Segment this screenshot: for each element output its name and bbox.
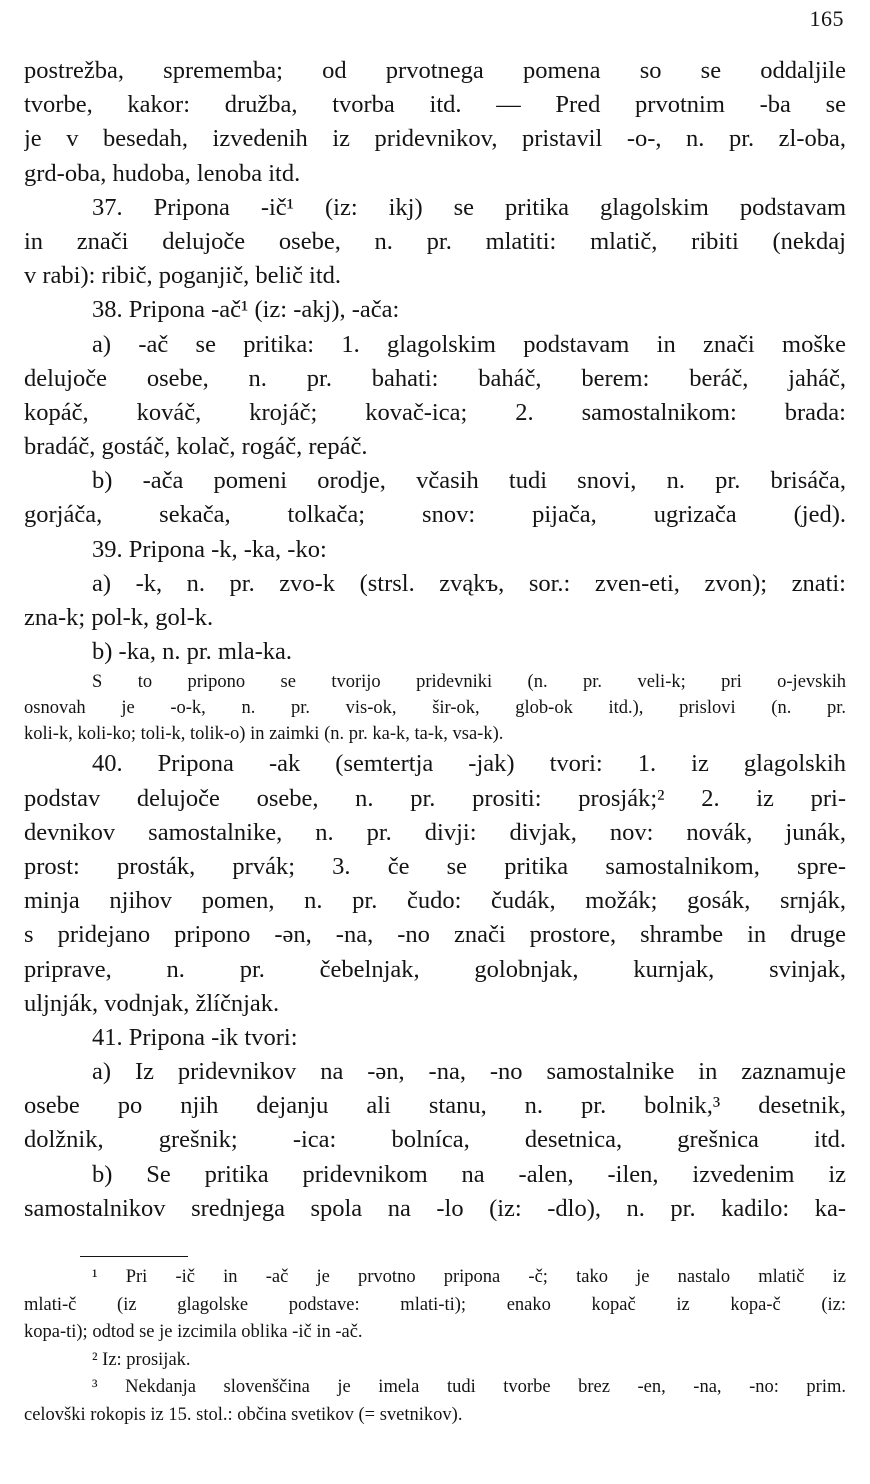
section-heading-37: 37. Pripona -ič¹ (iz: ikj) se pritika glagolskim podstavam (92, 193, 846, 221)
footnotes (24, 1264, 846, 1429)
section-heading-39: 39. Pripona -k, -ka, -ko: (92, 535, 327, 563)
text-line: postrežba, sprememba; od prvotnega pomena so se oddaljile (24, 57, 846, 84)
text-line: prost: prosták, prvák; 3. če se pritika samostalnikom, spre- (24, 852, 846, 880)
footnote-divider (80, 1256, 188, 1257)
text-line: podstav delujoče osebe, n. pr. prositi: prosják;² 2. iz pri- (24, 784, 846, 812)
text-line: devnikov samostalnike, n. pr. divji: divjak, nov: novák, junák, (24, 818, 846, 846)
small-text-line: osnovah je -o-k, n. pr. vis-ok, šir-ok, glob-ok itd.), prislovi (n. pr. (24, 698, 846, 719)
footnote-line: kopa-ti); odtod se je izcimila oblika -ič in -ač. (24, 1322, 363, 1342)
text-line: bradáč, gostáč, kolač, rogáč, repáč. (24, 433, 368, 461)
text-line: a) -ač se pritika: 1. glagolskim podstavam in znači moške (92, 330, 846, 358)
footnote-3: ³ Nekdanja slovenščina je imela tudi tvorbe brez -en, -na, -no: prim. (92, 1377, 846, 1397)
text-line: a) Iz pridevnikov na -ən, -na, -no samostalnike in zaznamuje (92, 1058, 846, 1086)
text-line: grd-oba, hudoba, lenoba itd. (24, 159, 301, 187)
text-line: s pridejano pripono -ən, -na, -no znači prostore, shrambe in druge (24, 921, 846, 949)
text-line: osebe po njih dejanju ali stanu, n. pr. bolnik,³ desetnik, (24, 1092, 846, 1120)
text-line: delujoče osebe, n. pr. bahati: baháč, berem: beráč, jaháč, (24, 364, 846, 392)
small-text-line: koli-k, koli-ko; toli-k, tolik-o) in zaimki (n. pr. ka-k, ta-k, vsa-k). (24, 724, 504, 745)
text-line: priprave, n. pr. čebelnjak, golobnjak, kurnjak, svinjak, (24, 955, 846, 983)
section-heading-38: 38. Pripona -ač¹ (iz: -akj), -ača: (92, 296, 400, 324)
text-line: uljnják, vodnjak, žlíčnjak. (24, 989, 280, 1017)
page-number: 165 (809, 6, 844, 31)
text-line: kopáč, kováč, krojáč; kovač-ica; 2. samostalnikom: brada: (24, 398, 846, 426)
text-line: b) Se pritika pridevnikom na -alen, -ilen, izvedenim iz (92, 1160, 846, 1188)
text-line: gorjáča, sekača, tolkača; snov: pijača, ugrizača (jed). (24, 501, 846, 529)
text-line: v rabi): ribič, poganjič, belič itd. (24, 262, 342, 290)
text-line: a) -k, n. pr. zvo-k (strsl. zvąkъ, sor.: zven-eti, zvon); znati: (92, 569, 846, 597)
text-line: samostalnikov srednjega spola na -lo (iz: -dlo), n. pr. kadilo: ka- (24, 1194, 846, 1222)
section-heading-41: 41. Pripona -ik tvori: (92, 1023, 298, 1051)
text-line: b) -ka, n. pr. mla-ka. (92, 638, 293, 666)
text-line: in znači delujoče osebe, n. pr. mlatiti: mlatič, ribiti (nekdaj (24, 227, 846, 255)
text-line: b) -ača pomeni orodje, včasih tudi snovi, n. pr. brisáča, (92, 467, 846, 495)
text-line: je v besedah, izvedenih iz pridevnikov, pristavil -o-, n. pr. zl-oba, (24, 125, 846, 153)
text-line: zna-k; pol-k, gol-k. (24, 604, 214, 631)
footnote-1: ¹ Pri -ič in -ač je prvotno pripona -č; tako je nastalo mlatič iz (92, 1267, 846, 1287)
small-print-note (24, 669, 846, 747)
text-line: tvorbe, kakor: družba, tvorba itd. — Pred prvotnim -ba se (24, 91, 846, 119)
footnote-2: ² Iz: prosijak. (92, 1349, 191, 1370)
section-heading-40: 40. Pripona -ak (semtertja -jak) tvori: 1. iz glagolskih (92, 750, 846, 778)
footnote-line: celovški rokopis iz 15. stol.: občina svetikov (= svetnikov). (24, 1404, 463, 1425)
text-line: minja njihov pomen, n. pr. čudo: čudák, možák; gosák, srnják, (24, 887, 846, 915)
main-text (24, 54, 846, 1226)
small-text-line: S to pripono se tvorijo pridevniki (n. pr. veli-k; pri o-jevskih (92, 672, 846, 693)
footnote-line: mlati-č (iz glagolske podstave: mlati-ti); enako kopač iz kopa-č (iz: (24, 1294, 846, 1315)
text-line: dolžnik, grešnik; -ica: bolníca, desetnica, grešnica itd. (24, 1126, 846, 1154)
